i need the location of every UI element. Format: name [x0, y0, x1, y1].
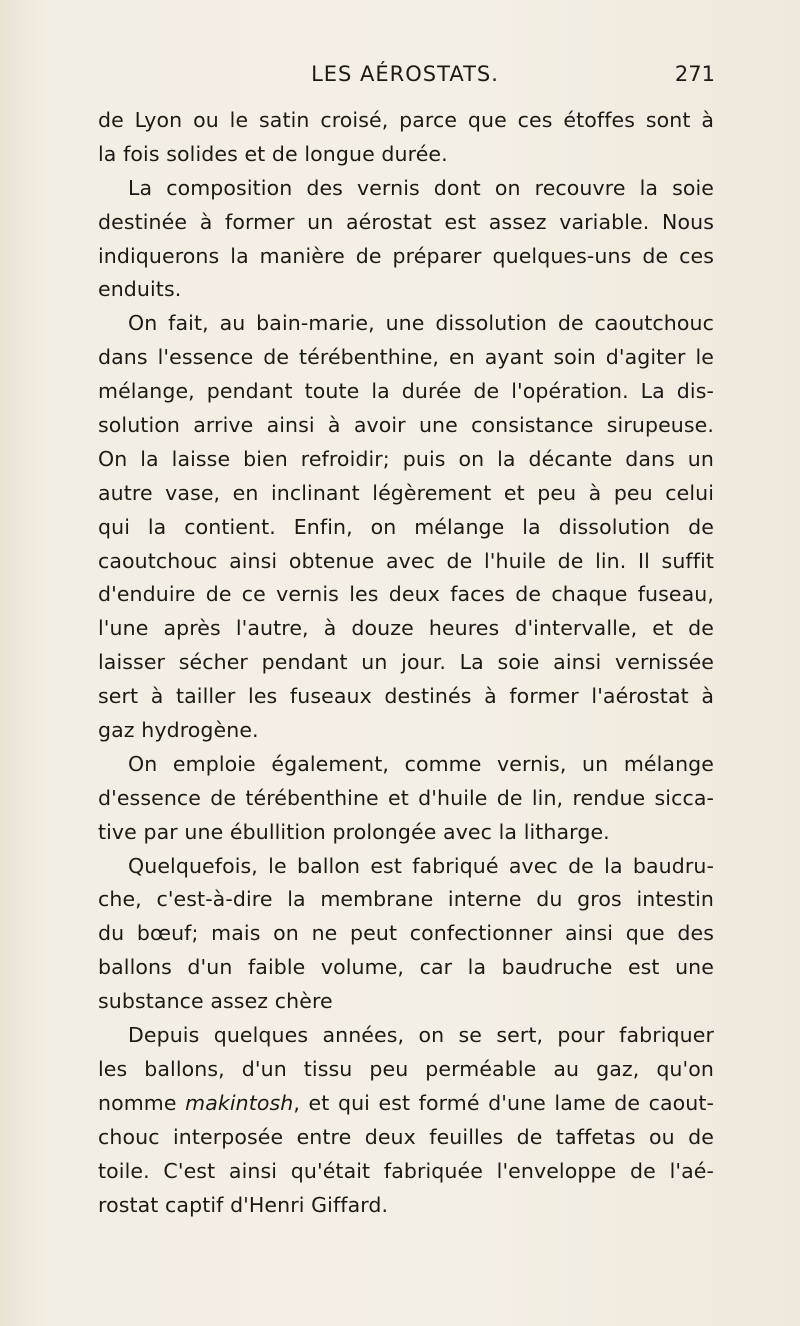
body-text: [98, 104, 714, 1222]
text-line: l'une après l'autre, à douze heures d'intervalle, et de: [98, 616, 714, 641]
text-line: ballons d'un faible volume, car la baudruche est une: [98, 955, 714, 980]
text-line-mixed: [98, 1087, 714, 1121]
text-line: du bœuf; mais on ne peut confectionner ainsi que des: [98, 921, 714, 946]
text-line: solution arrive ainsi à avoir une consistance sirupeuse.: [98, 413, 714, 438]
text-line: mélange, pendant toute la durée de l'opération. La dis-: [98, 379, 714, 404]
text-line: sert à tailler les fuseaux destinés à former l'aérostat à: [98, 684, 714, 709]
text-line: gaz hydrogène.: [98, 718, 259, 743]
text-line: La composition des vernis dont on recouvre la soie: [128, 175, 714, 200]
text-line: destinée à former un aérostat est assez variable. Nous: [98, 209, 714, 234]
text-span: , et qui est formé d'une lame de caout-: [293, 1090, 715, 1115]
text-line: dans l'essence de térébenthine, en ayant soin d'agiter le: [98, 345, 714, 370]
text-line: enduits.: [98, 277, 182, 302]
text-line: les ballons, d'un tissu peu perméable au gaz, qu'on: [98, 1056, 714, 1081]
text-line: indiquerons la manière de préparer quelques-uns de ces: [98, 243, 714, 268]
text-line: On fait, au bain-marie, une dissolution de caoutchouc: [128, 311, 714, 336]
text-line: tive par une ébullition prolongée avec la litharge.: [98, 819, 610, 844]
text-line: rostat captif d'Henri Giffard.: [98, 1192, 389, 1217]
text-line: substance assez chère: [98, 989, 333, 1014]
text-line: autre vase, en inclinant légèrement et peu à peu celui: [98, 480, 714, 505]
text-line: caoutchouc ainsi obtenue avec de l'huile de lin. Il suffit: [98, 548, 714, 573]
text-line: qui la contient. Enfin, on mélange la dissolution de: [98, 514, 714, 539]
running-title: LES AÉROSTATS.: [311, 62, 499, 86]
text-line: Depuis quelques années, on se sert, pour fabriquer: [128, 1023, 714, 1048]
text-line: che, c'est-à-dire la membrane interne du gros intestin: [98, 887, 714, 912]
text-line: laisser sécher pendant un jour. La soie ainsi vernissée: [98, 650, 714, 675]
page-number: 271: [674, 62, 715, 86]
text-line: d'essence de térébenthine et d'huile de lin, rendue sicca-: [98, 785, 714, 810]
page-header: [95, 58, 715, 90]
text-line: d'enduire de ce vernis les deux faces de chaque fuseau,: [98, 582, 714, 607]
text-line: On la laisse bien refroidir; puis on la décante dans un: [98, 446, 714, 471]
italic-term: makintosh: [185, 1090, 294, 1115]
text-line: On emploie également, comme vernis, un mélange: [128, 751, 714, 776]
text-line: de Lyon ou le satin croisé, parce que ces étoffes sont à: [98, 108, 714, 132]
text-line: la fois solides et de longue durée.: [98, 141, 448, 166]
text-line: Quelquefois, le ballon est fabriqué avec de la baudru-: [128, 853, 714, 878]
text-span: nomme: [98, 1090, 186, 1115]
text-line: chouc interposée entre deux feuilles de taffetas ou de: [98, 1124, 714, 1149]
text-line: toile. C'est ainsi qu'était fabriquée l'enveloppe de l'aé-: [98, 1158, 714, 1183]
